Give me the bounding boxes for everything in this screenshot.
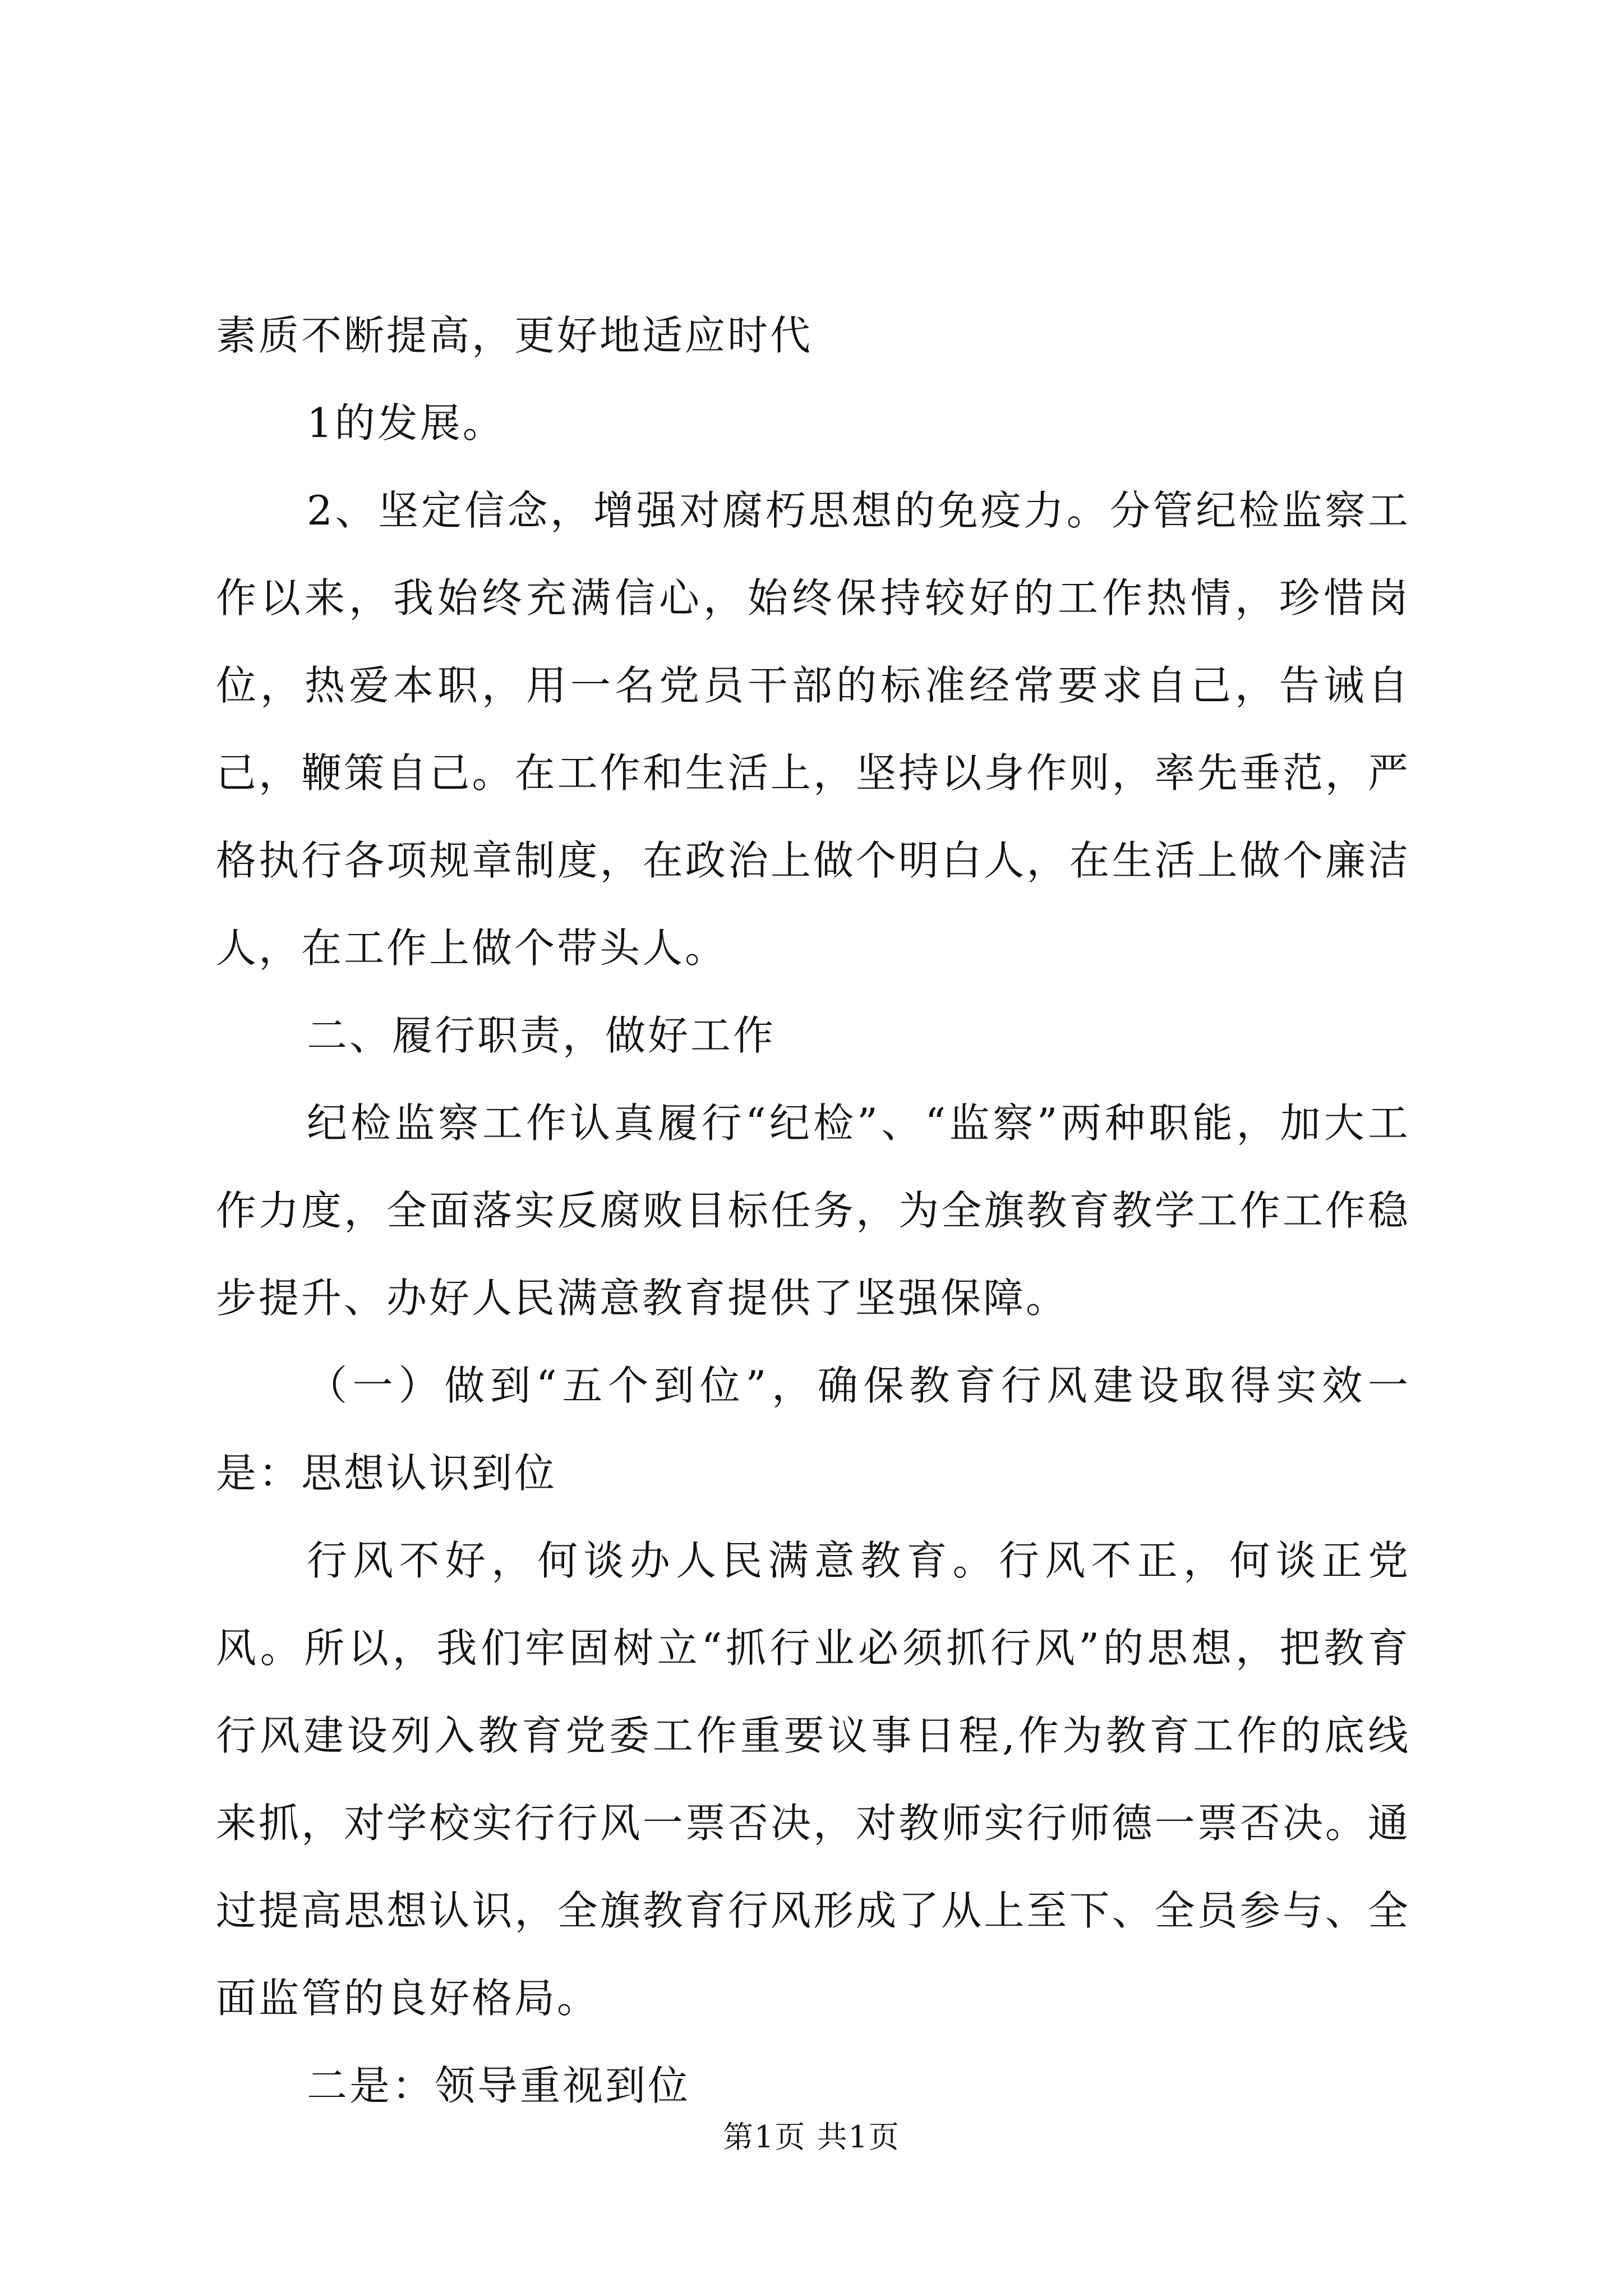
- paragraph-3: 2、坚定信念，增强对腐朽思想的免疫力。分管纪检监察工作以来，我始终充满信心，始终保持较好的工作热情，珍惜岗位，热爱本职，用一名党员干部的标准经常要求自己，告诫自己，鞭策自己。在工作和生活上，坚持以身作则，率先垂范，严格执行各项规章制度，在政治上做个明白人，在生活上做个廉洁人，在工作上做个带头人。: [216, 487, 1410, 972]
- page-footer: 第1页 共1页: [723, 2119, 900, 2155]
- paragraph-7: 行风不好，何谈办人民满意教育。行风不正，何谈正党风。所以，我们牢固树立“抓行业必须抓行风”的思想，把教育行风建设列入教育党委工作重要议事日程,作为教育工作的底线来抓，对学校实行行风一票否决，对教师实行师德一票否决。通过提高思想认识，全旗教育行风形成了从上至下、全员参与、全面监管的良好格局。: [216, 1537, 1410, 2022]
- paragraph-1: 素质不断提高，更好地适应时代: [216, 312, 813, 359]
- subsection-heading-1: （一）做到“五个到位”，确保教育行风建设取得实效一是：思想认识到位: [216, 1362, 1410, 1497]
- section-heading-2: 二、履行职责，做好工作: [307, 1012, 776, 1059]
- document-body: [216, 292, 1410, 2129]
- paragraph-2: 1的发展。: [307, 399, 505, 447]
- item-heading-2: 二是：领导重视到位: [307, 2062, 691, 2109]
- paragraph-5: 纪检监察工作认真履行“纪检”、“监察”两种职能，加大工作力度，全面落实反腐败目标任务，为全旗教育教学工作工作稳步提升、办好人民满意教育提供了坚强保障。: [216, 1099, 1410, 1322]
